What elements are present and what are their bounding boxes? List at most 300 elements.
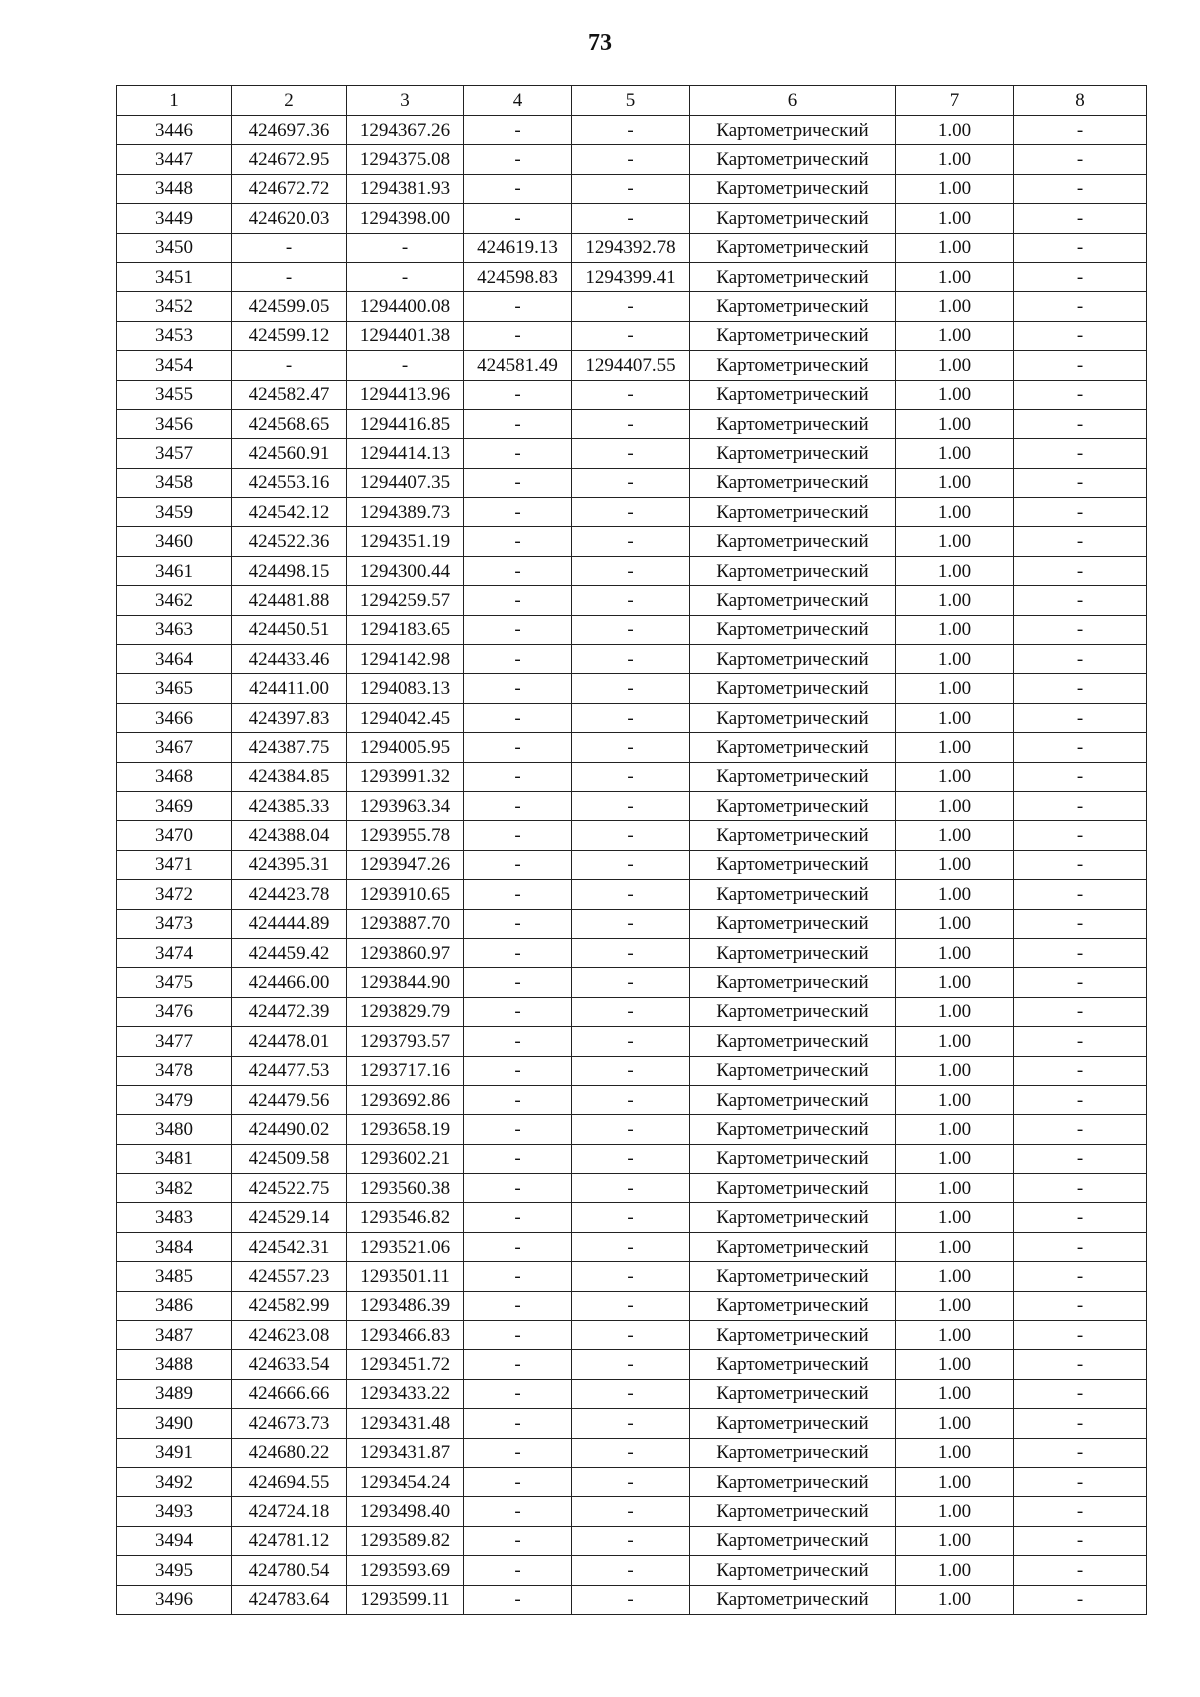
y-new-cell: - xyxy=(572,1526,690,1555)
y-new-cell: - xyxy=(572,615,690,644)
y-new-cell: - xyxy=(572,1203,690,1232)
accuracy-cell: 1.00 xyxy=(896,1262,1014,1291)
description-cell: - xyxy=(1014,880,1147,909)
table-row xyxy=(117,1056,1147,1085)
table-row xyxy=(117,321,1147,350)
point-number-cell: 3493 xyxy=(117,1497,232,1526)
column-header: 2 xyxy=(232,86,347,116)
x-existing-cell: 424542.12 xyxy=(232,498,347,527)
y-existing-cell: 1293860.97 xyxy=(347,938,464,967)
point-number-cell: 3490 xyxy=(117,1409,232,1438)
table-row xyxy=(117,1585,1147,1614)
x-existing-cell: 424481.88 xyxy=(232,586,347,615)
description-cell: - xyxy=(1014,1467,1147,1496)
x-existing-cell: 424542.31 xyxy=(232,1232,347,1261)
x-new-cell: - xyxy=(464,968,572,997)
point-number-cell: 3479 xyxy=(117,1085,232,1114)
column-header: 4 xyxy=(464,86,572,116)
description-cell: - xyxy=(1014,1027,1147,1056)
y-existing-cell: - xyxy=(347,351,464,380)
y-existing-cell: 1293692.86 xyxy=(347,1085,464,1114)
description-cell: - xyxy=(1014,762,1147,791)
y-existing-cell: - xyxy=(347,233,464,262)
y-existing-cell: 1293546.82 xyxy=(347,1203,464,1232)
y-existing-cell: 1293829.79 xyxy=(347,997,464,1026)
description-cell: - xyxy=(1014,351,1147,380)
y-new-cell: - xyxy=(572,204,690,233)
y-new-cell: - xyxy=(572,733,690,762)
x-existing-cell: 424680.22 xyxy=(232,1438,347,1467)
method-cell: Картометрический xyxy=(690,262,896,291)
description-cell: - xyxy=(1014,733,1147,762)
y-existing-cell: 1294389.73 xyxy=(347,498,464,527)
accuracy-cell: 1.00 xyxy=(896,791,1014,820)
table-row xyxy=(117,1409,1147,1438)
accuracy-cell: 1.00 xyxy=(896,1056,1014,1085)
point-number-cell: 3456 xyxy=(117,409,232,438)
point-number-cell: 3483 xyxy=(117,1203,232,1232)
table-row xyxy=(117,850,1147,879)
method-cell: Картометрический xyxy=(690,1144,896,1173)
y-new-cell: - xyxy=(572,145,690,174)
table-header xyxy=(117,86,1147,116)
table-row xyxy=(117,409,1147,438)
description-cell: - xyxy=(1014,1144,1147,1173)
accuracy-cell: 1.00 xyxy=(896,1556,1014,1585)
x-new-cell: - xyxy=(464,380,572,409)
method-cell: Картометрический xyxy=(690,380,896,409)
x-existing-cell: 424582.99 xyxy=(232,1291,347,1320)
accuracy-cell: 1.00 xyxy=(896,145,1014,174)
method-cell: Картометрический xyxy=(690,791,896,820)
y-new-cell: - xyxy=(572,997,690,1026)
x-new-cell: - xyxy=(464,556,572,585)
y-new-cell: - xyxy=(572,1291,690,1320)
method-cell: Картометрический xyxy=(690,321,896,350)
description-cell: - xyxy=(1014,409,1147,438)
y-existing-cell: 1294398.00 xyxy=(347,204,464,233)
point-number-cell: 3462 xyxy=(117,586,232,615)
y-new-cell: 1294392.78 xyxy=(572,233,690,262)
point-number-cell: 3465 xyxy=(117,674,232,703)
y-existing-cell: 1294401.38 xyxy=(347,321,464,350)
x-existing-cell: 424433.46 xyxy=(232,645,347,674)
y-new-cell: - xyxy=(572,174,690,203)
table-row xyxy=(117,1291,1147,1320)
column-header: 1 xyxy=(117,86,232,116)
table-row xyxy=(117,233,1147,262)
y-new-cell: - xyxy=(572,409,690,438)
method-cell: Картометрический xyxy=(690,615,896,644)
x-new-cell: - xyxy=(464,292,572,321)
y-existing-cell: 1293887.70 xyxy=(347,909,464,938)
description-cell: - xyxy=(1014,791,1147,820)
y-new-cell: - xyxy=(572,527,690,556)
accuracy-cell: 1.00 xyxy=(896,1115,1014,1144)
x-new-cell: - xyxy=(464,938,572,967)
table-row xyxy=(117,703,1147,732)
x-new-cell: - xyxy=(464,997,572,1026)
y-new-cell: - xyxy=(572,556,690,585)
y-existing-cell: 1294183.65 xyxy=(347,615,464,644)
accuracy-cell: 1.00 xyxy=(896,850,1014,879)
x-new-cell: - xyxy=(464,1056,572,1085)
y-existing-cell: 1293947.26 xyxy=(347,850,464,879)
point-number-cell: 3454 xyxy=(117,351,232,380)
y-existing-cell: 1294407.35 xyxy=(347,468,464,497)
table-row xyxy=(117,1556,1147,1585)
x-new-cell: - xyxy=(464,1321,572,1350)
table-row xyxy=(117,1321,1147,1350)
method-cell: Картометрический xyxy=(690,439,896,468)
table-row xyxy=(117,174,1147,203)
method-cell: Картометрический xyxy=(690,409,896,438)
accuracy-cell: 1.00 xyxy=(896,1144,1014,1173)
description-cell: - xyxy=(1014,1438,1147,1467)
description-cell: - xyxy=(1014,821,1147,850)
point-number-cell: 3464 xyxy=(117,645,232,674)
y-existing-cell: 1293844.90 xyxy=(347,968,464,997)
method-cell: Картометрический xyxy=(690,909,896,938)
method-cell: Картометрический xyxy=(690,733,896,762)
x-existing-cell: 424553.16 xyxy=(232,468,347,497)
accuracy-cell: 1.00 xyxy=(896,1497,1014,1526)
column-header: 3 xyxy=(347,86,464,116)
point-number-cell: 3475 xyxy=(117,968,232,997)
method-cell: Картометрический xyxy=(690,1467,896,1496)
table-row xyxy=(117,762,1147,791)
x-new-cell: - xyxy=(464,1115,572,1144)
y-existing-cell: 1293963.34 xyxy=(347,791,464,820)
method-cell: Картометрический xyxy=(690,1379,896,1408)
accuracy-cell: 1.00 xyxy=(896,1203,1014,1232)
accuracy-cell: 1.00 xyxy=(896,1174,1014,1203)
x-new-cell: - xyxy=(464,586,572,615)
table-row xyxy=(117,468,1147,497)
table-row xyxy=(117,674,1147,703)
accuracy-cell: 1.00 xyxy=(896,880,1014,909)
accuracy-cell: 1.00 xyxy=(896,468,1014,497)
method-cell: Картометрический xyxy=(690,586,896,615)
point-number-cell: 3457 xyxy=(117,439,232,468)
description-cell: - xyxy=(1014,997,1147,1026)
y-existing-cell: 1293589.82 xyxy=(347,1526,464,1555)
y-existing-cell: 1293599.11 xyxy=(347,1585,464,1614)
point-number-cell: 3467 xyxy=(117,733,232,762)
description-cell: - xyxy=(1014,674,1147,703)
y-existing-cell: 1293451.72 xyxy=(347,1350,464,1379)
x-new-cell: - xyxy=(464,174,572,203)
accuracy-cell: 1.00 xyxy=(896,1409,1014,1438)
y-existing-cell: 1293602.21 xyxy=(347,1144,464,1173)
table-row xyxy=(117,527,1147,556)
description-cell: - xyxy=(1014,615,1147,644)
y-new-cell: - xyxy=(572,1350,690,1379)
method-cell: Картометрический xyxy=(690,468,896,497)
y-existing-cell: 1293521.06 xyxy=(347,1232,464,1261)
x-existing-cell: 424397.83 xyxy=(232,703,347,732)
table-body xyxy=(117,116,1147,1615)
x-new-cell: - xyxy=(464,1438,572,1467)
accuracy-cell: 1.00 xyxy=(896,498,1014,527)
point-number-cell: 3488 xyxy=(117,1350,232,1379)
description-cell: - xyxy=(1014,1115,1147,1144)
table-row xyxy=(117,938,1147,967)
y-new-cell: - xyxy=(572,1115,690,1144)
y-new-cell: - xyxy=(572,380,690,409)
y-new-cell: - xyxy=(572,1262,690,1291)
table-row xyxy=(117,1526,1147,1555)
y-existing-cell: 1293593.69 xyxy=(347,1556,464,1585)
table-row xyxy=(117,1203,1147,1232)
method-cell: Картометрический xyxy=(690,968,896,997)
y-new-cell: - xyxy=(572,321,690,350)
description-cell: - xyxy=(1014,645,1147,674)
x-existing-cell: 424450.51 xyxy=(232,615,347,644)
y-existing-cell: 1293991.32 xyxy=(347,762,464,791)
accuracy-cell: 1.00 xyxy=(896,1085,1014,1114)
point-number-cell: 3455 xyxy=(117,380,232,409)
table-row xyxy=(117,586,1147,615)
y-new-cell: - xyxy=(572,791,690,820)
point-number-cell: 3460 xyxy=(117,527,232,556)
method-cell: Картометрический xyxy=(690,1085,896,1114)
y-existing-cell: 1293433.22 xyxy=(347,1379,464,1408)
y-existing-cell: 1294042.45 xyxy=(347,703,464,732)
table-row xyxy=(117,733,1147,762)
table-row xyxy=(117,791,1147,820)
y-existing-cell: 1294416.85 xyxy=(347,409,464,438)
x-existing-cell: 424472.39 xyxy=(232,997,347,1026)
y-existing-cell: 1293717.16 xyxy=(347,1056,464,1085)
y-existing-cell: 1293955.78 xyxy=(347,821,464,850)
y-new-cell: - xyxy=(572,586,690,615)
x-existing-cell: 424783.64 xyxy=(232,1585,347,1614)
point-number-cell: 3485 xyxy=(117,1262,232,1291)
y-new-cell: 1294407.55 xyxy=(572,351,690,380)
x-existing-cell: 424411.00 xyxy=(232,674,347,703)
description-cell: - xyxy=(1014,321,1147,350)
table-row xyxy=(117,439,1147,468)
accuracy-cell: 1.00 xyxy=(896,262,1014,291)
point-number-cell: 3451 xyxy=(117,262,232,291)
y-existing-cell: 1293658.19 xyxy=(347,1115,464,1144)
point-number-cell: 3471 xyxy=(117,850,232,879)
accuracy-cell: 1.00 xyxy=(896,1526,1014,1555)
point-number-cell: 3496 xyxy=(117,1585,232,1614)
x-existing-cell: 424697.36 xyxy=(232,116,347,145)
accuracy-cell: 1.00 xyxy=(896,615,1014,644)
accuracy-cell: 1.00 xyxy=(896,821,1014,850)
column-header: 6 xyxy=(690,86,896,116)
accuracy-cell: 1.00 xyxy=(896,204,1014,233)
x-existing-cell: 424490.02 xyxy=(232,1115,347,1144)
point-number-cell: 3463 xyxy=(117,615,232,644)
point-number-cell: 3461 xyxy=(117,556,232,585)
y-new-cell: - xyxy=(572,1174,690,1203)
description-cell: - xyxy=(1014,527,1147,556)
x-existing-cell: 424599.12 xyxy=(232,321,347,350)
method-cell: Картометрический xyxy=(690,116,896,145)
x-existing-cell: 424385.33 xyxy=(232,791,347,820)
accuracy-cell: 1.00 xyxy=(896,938,1014,967)
description-cell: - xyxy=(1014,174,1147,203)
method-cell: Картометрический xyxy=(690,292,896,321)
y-new-cell: - xyxy=(572,1232,690,1261)
accuracy-cell: 1.00 xyxy=(896,233,1014,262)
method-cell: Картометрический xyxy=(690,1438,896,1467)
method-cell: Картометрический xyxy=(690,1056,896,1085)
point-number-cell: 3458 xyxy=(117,468,232,497)
y-new-cell: - xyxy=(572,850,690,879)
description-cell: - xyxy=(1014,968,1147,997)
method-cell: Картометрический xyxy=(690,880,896,909)
accuracy-cell: 1.00 xyxy=(896,1291,1014,1320)
method-cell: Картометрический xyxy=(690,938,896,967)
method-cell: Картометрический xyxy=(690,850,896,879)
description-cell: - xyxy=(1014,1174,1147,1203)
table-row xyxy=(117,645,1147,674)
y-existing-cell: 1294083.13 xyxy=(347,674,464,703)
description-cell: - xyxy=(1014,1056,1147,1085)
x-new-cell: - xyxy=(464,880,572,909)
description-cell: - xyxy=(1014,204,1147,233)
table-row xyxy=(117,997,1147,1026)
point-number-cell: 3474 xyxy=(117,938,232,967)
x-new-cell: - xyxy=(464,527,572,556)
point-number-cell: 3481 xyxy=(117,1144,232,1173)
table-row xyxy=(117,1379,1147,1408)
header-row xyxy=(117,86,1147,116)
x-new-cell: 424598.83 xyxy=(464,262,572,291)
x-existing-cell: 424694.55 xyxy=(232,1467,347,1496)
x-existing-cell: 424423.78 xyxy=(232,880,347,909)
table-row xyxy=(117,292,1147,321)
method-cell: Картометрический xyxy=(690,145,896,174)
table-row xyxy=(117,1085,1147,1114)
description-cell: - xyxy=(1014,1085,1147,1114)
column-header: 8 xyxy=(1014,86,1147,116)
table-row xyxy=(117,1027,1147,1056)
method-cell: Картометрический xyxy=(690,1115,896,1144)
description-cell: - xyxy=(1014,116,1147,145)
x-existing-cell: 424724.18 xyxy=(232,1497,347,1526)
description-cell: - xyxy=(1014,1526,1147,1555)
x-existing-cell: 424498.15 xyxy=(232,556,347,585)
point-number-cell: 3484 xyxy=(117,1232,232,1261)
description-cell: - xyxy=(1014,498,1147,527)
y-new-cell: - xyxy=(572,468,690,497)
accuracy-cell: 1.00 xyxy=(896,351,1014,380)
x-existing-cell: 424477.53 xyxy=(232,1056,347,1085)
x-existing-cell: 424388.04 xyxy=(232,821,347,850)
method-cell: Картометрический xyxy=(690,174,896,203)
table-row xyxy=(117,1174,1147,1203)
x-existing-cell: 424780.54 xyxy=(232,1556,347,1585)
description-cell: - xyxy=(1014,556,1147,585)
method-cell: Картометрический xyxy=(690,762,896,791)
accuracy-cell: 1.00 xyxy=(896,586,1014,615)
y-new-cell: - xyxy=(572,1409,690,1438)
x-new-cell: - xyxy=(464,821,572,850)
x-new-cell: - xyxy=(464,1585,572,1614)
description-cell: - xyxy=(1014,1291,1147,1320)
point-number-cell: 3452 xyxy=(117,292,232,321)
y-existing-cell: 1293486.39 xyxy=(347,1291,464,1320)
y-new-cell: - xyxy=(572,938,690,967)
y-new-cell: - xyxy=(572,1379,690,1408)
x-existing-cell: 424623.08 xyxy=(232,1321,347,1350)
x-existing-cell: 424633.54 xyxy=(232,1350,347,1379)
y-new-cell: - xyxy=(572,1056,690,1085)
accuracy-cell: 1.00 xyxy=(896,1350,1014,1379)
page-number: 73 xyxy=(588,30,612,56)
x-existing-cell: 424620.03 xyxy=(232,204,347,233)
x-existing-cell: 424509.58 xyxy=(232,1144,347,1173)
point-number-cell: 3487 xyxy=(117,1321,232,1350)
point-number-cell: 3480 xyxy=(117,1115,232,1144)
y-new-cell: - xyxy=(572,439,690,468)
point-number-cell: 3478 xyxy=(117,1056,232,1085)
point-number-cell: 3476 xyxy=(117,997,232,1026)
point-number-cell: 3472 xyxy=(117,880,232,909)
y-new-cell: - xyxy=(572,292,690,321)
y-new-cell: - xyxy=(572,1556,690,1585)
y-existing-cell: 1294005.95 xyxy=(347,733,464,762)
y-existing-cell: 1294400.08 xyxy=(347,292,464,321)
table-row xyxy=(117,968,1147,997)
point-number-cell: 3492 xyxy=(117,1467,232,1496)
x-new-cell: - xyxy=(464,468,572,497)
table-row xyxy=(117,909,1147,938)
description-cell: - xyxy=(1014,703,1147,732)
description-cell: - xyxy=(1014,909,1147,938)
x-existing-cell: 424387.75 xyxy=(232,733,347,762)
x-existing-cell: 424384.85 xyxy=(232,762,347,791)
accuracy-cell: 1.00 xyxy=(896,174,1014,203)
x-new-cell: - xyxy=(464,1350,572,1379)
x-new-cell: - xyxy=(464,674,572,703)
x-existing-cell: 424560.91 xyxy=(232,439,347,468)
x-new-cell: - xyxy=(464,1497,572,1526)
x-existing-cell: 424672.95 xyxy=(232,145,347,174)
y-new-cell: - xyxy=(572,821,690,850)
method-cell: Картометрический xyxy=(690,1409,896,1438)
x-new-cell: - xyxy=(464,1027,572,1056)
x-existing-cell: 424529.14 xyxy=(232,1203,347,1232)
method-cell: Картометрический xyxy=(690,527,896,556)
y-new-cell: - xyxy=(572,1585,690,1614)
description-cell: - xyxy=(1014,938,1147,967)
x-new-cell: - xyxy=(464,1379,572,1408)
x-existing-cell: 424672.72 xyxy=(232,174,347,203)
y-existing-cell: 1294259.57 xyxy=(347,586,464,615)
x-new-cell: - xyxy=(464,1467,572,1496)
y-existing-cell: 1293910.65 xyxy=(347,880,464,909)
y-existing-cell: 1294351.19 xyxy=(347,527,464,556)
x-new-cell: - xyxy=(464,1556,572,1585)
point-number-cell: 3466 xyxy=(117,703,232,732)
x-existing-cell: 424557.23 xyxy=(232,1262,347,1291)
y-new-cell: - xyxy=(572,1438,690,1467)
accuracy-cell: 1.00 xyxy=(896,1467,1014,1496)
description-cell: - xyxy=(1014,262,1147,291)
coordinates-table xyxy=(116,85,1147,1615)
y-existing-cell: 1293431.87 xyxy=(347,1438,464,1467)
method-cell: Картометрический xyxy=(690,498,896,527)
y-existing-cell: 1294414.13 xyxy=(347,439,464,468)
accuracy-cell: 1.00 xyxy=(896,527,1014,556)
